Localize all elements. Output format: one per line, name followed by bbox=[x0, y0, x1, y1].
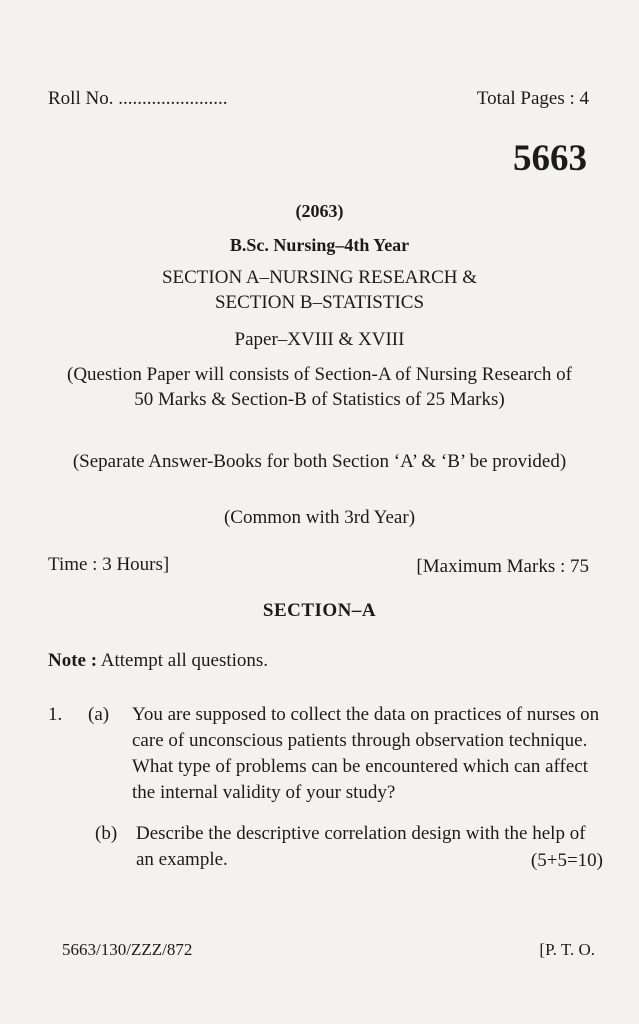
footer-code: 5663/130/ZZZ/872 bbox=[62, 940, 193, 959]
maximum-marks: [Maximum Marks : 75 bbox=[416, 556, 589, 577]
question-part-label: (a) bbox=[88, 704, 110, 725]
note bbox=[48, 650, 268, 672]
question-part-text: Describe the descriptive correlation design with the help of an example. bbox=[136, 823, 586, 870]
paper-code: 5663 bbox=[513, 138, 587, 179]
sections-title bbox=[0, 265, 639, 315]
paper-number: Paper–XVIII & XVIII bbox=[234, 329, 405, 350]
instruction-answer-books: (Separate Answer-Books for both Section ‘A’ & ‘B’ be provided) bbox=[72, 451, 567, 472]
year-code: (2063) bbox=[295, 201, 344, 221]
roll-number-field: Roll No. ....................... bbox=[48, 88, 228, 109]
course-title: B.Sc. Nursing–4th Year bbox=[229, 235, 410, 255]
instruction-common: (Common with 3rd Year) bbox=[223, 507, 416, 528]
instruction-marks-split: (Question Paper will consists of Section-A of Nursing Research of 50 Marks & Section-B of Statistics of 25 Marks) bbox=[67, 364, 572, 410]
total-pages: Total Pages : 4 bbox=[476, 88, 589, 109]
note-label: Note : bbox=[48, 650, 98, 671]
please-turn-over: [P. T. O. bbox=[539, 940, 595, 959]
sections-title-line-1: SECTION A–NURSING RESEARCH & bbox=[161, 267, 478, 288]
exam-time: Time : 3 Hours] bbox=[48, 554, 170, 575]
question-part-label: (b) bbox=[95, 823, 118, 844]
question-marks: (5+5=10) bbox=[530, 850, 603, 871]
sections-title-line-2: SECTION B–STATISTICS bbox=[214, 292, 425, 313]
question-part-text: You are supposed to collect the data on practices of nurses on care of unconscious patients through observation technique. What type of problems can be encountered which can affect the internal validity of your study? bbox=[132, 704, 600, 803]
note-text: Attempt all questions. bbox=[97, 650, 269, 671]
section-heading: SECTION–A bbox=[262, 600, 377, 621]
question-number: 1. bbox=[48, 704, 63, 725]
